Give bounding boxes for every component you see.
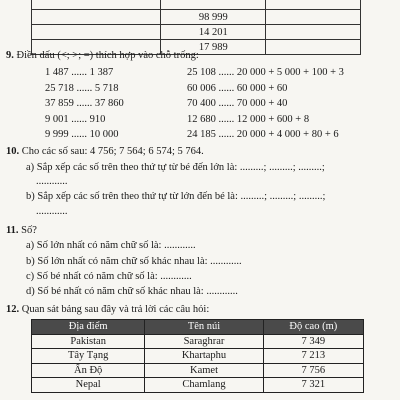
- table-row: [32, 349, 364, 364]
- question-9-text: Điền dấu (<; >; =) thích hợp vào chỗ trống:: [16, 50, 199, 61]
- comparison-left: 25 718 ...... 5 718: [45, 82, 119, 94]
- question-10b-dots: ............: [36, 206, 68, 217]
- cell-location: Nepal: [32, 378, 145, 393]
- comparison-left: 9 001 ...... 910: [45, 113, 106, 125]
- header-mountain: Tên núi: [145, 320, 263, 335]
- comparison-row: [30, 98, 390, 114]
- question-11: [6, 225, 37, 236]
- top-table-row: [32, 10, 361, 25]
- cell-location: Ấn Độ: [32, 363, 145, 378]
- question-11d: d) Số bé nhất có năm chữ số khác nhau là: ............: [26, 286, 238, 297]
- header-height: Độ cao (m): [263, 320, 363, 335]
- comparison-row: [30, 83, 390, 99]
- top-table-cell: [266, 25, 361, 40]
- question-10-number: 10.: [6, 146, 20, 157]
- question-12-number: 12.: [6, 304, 20, 315]
- top-table: [31, 0, 361, 55]
- comparison-left: 9 999 ...... 10 000: [45, 129, 119, 141]
- mountain-table: [31, 319, 364, 393]
- question-9: [6, 50, 199, 61]
- cell-location: Tây Tạng: [32, 349, 145, 364]
- question-11a: a) Số lớn nhất có năm chữ số là: ............: [26, 240, 196, 251]
- comparison-right: 25 108 ...... 20 000 + 5 000 + 100 + 3: [187, 67, 344, 78]
- comparison-left: 1 487 ...... 1 387: [45, 67, 114, 78]
- top-table-cell: [266, 0, 361, 10]
- cell-mountain: Chamlang: [145, 378, 263, 393]
- top-table-cell: [32, 25, 161, 40]
- comparison-right: 24 185 ...... 20 000 + 4 000 + 80 + 6: [187, 129, 339, 141]
- question-9-number: 9.: [6, 50, 14, 61]
- top-table-cell: 98 999: [161, 10, 266, 25]
- question-10a-dots: ............: [36, 176, 68, 187]
- top-table-row: [32, 25, 361, 40]
- question-10a: a) Sắp xếp các số trên theo thứ tự từ bé đến lớn là: .........; .........; .........;: [26, 162, 325, 173]
- mountain-table-header: [32, 320, 364, 335]
- question-11-text: Số?: [21, 225, 37, 236]
- comparison-row: [30, 129, 390, 145]
- cell-height: 7 321: [263, 378, 363, 393]
- top-table-cell: [32, 0, 161, 10]
- header-location: Địa điểm: [32, 320, 145, 335]
- cell-mountain: Saraghrar: [145, 334, 263, 349]
- question-10b: b) Sắp xếp các số trên theo thứ tự từ lớn đến bé là: .........; .........; .........;: [26, 191, 326, 202]
- question-11b: b) Số lớn nhất có năm chữ số khác nhau là: ............: [26, 256, 242, 267]
- comparison-list: [30, 67, 390, 145]
- question-12: [6, 304, 209, 315]
- cell-height: 7 756: [263, 363, 363, 378]
- cell-height: 7 213: [263, 349, 363, 364]
- comparison-row: [30, 114, 390, 130]
- top-table-cell: 14 201: [161, 25, 266, 40]
- top-table-row: [32, 0, 361, 10]
- cell-mountain: Khartaphu: [145, 349, 263, 364]
- question-12-text: Quan sát bảng sau đây và trả lời các câu hỏi:: [21, 304, 210, 315]
- cell-location: Pakistan: [32, 334, 145, 349]
- comparison-right: 70 400 ...... 70 000 + 40: [187, 98, 288, 110]
- table-row: [32, 378, 364, 393]
- question-11c: c) Số bé nhất có năm chữ số là: ............: [26, 271, 192, 282]
- comparison-right: 60 006 ...... 60 000 + 60: [187, 82, 288, 94]
- question-11-number: 11.: [6, 225, 19, 236]
- comparison-right: 12 680 ...... 12 000 + 600 + 8: [187, 113, 310, 125]
- top-table-cell: 17 989: [161, 40, 266, 55]
- top-table-cell: [161, 0, 266, 10]
- comparison-row: [30, 67, 390, 83]
- top-table-cell: [266, 40, 361, 55]
- top-table-cell: [266, 10, 361, 25]
- table-row: [32, 363, 364, 378]
- cell-mountain: Kamet: [145, 363, 263, 378]
- question-10: [6, 146, 204, 157]
- comparison-left: 37 859 ...... 37 860: [45, 98, 124, 110]
- cell-height: 7 349: [263, 334, 363, 349]
- top-table-cell: [32, 10, 161, 25]
- table-row: [32, 334, 364, 349]
- question-10-text: Cho các số sau: 4 756; 7 564; 6 574; 5 764.: [21, 146, 204, 157]
